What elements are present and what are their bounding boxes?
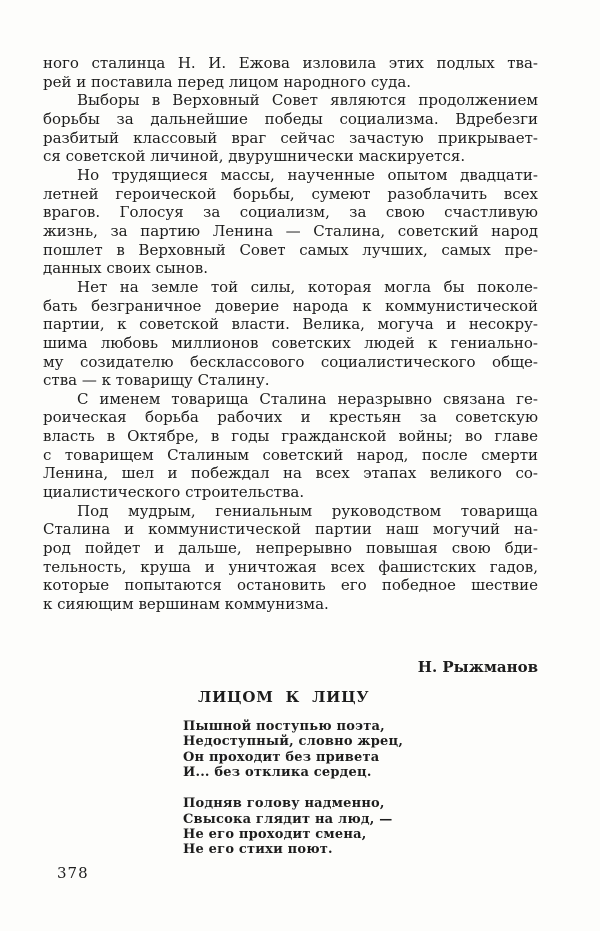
text-line: Но трудящиеся массы, наученные опытом двадцати- bbox=[77, 165, 538, 184]
text-line: с товарищем Сталиным советский народ, после смерти bbox=[43, 445, 538, 464]
text-line: му созидателю бесклассового социалистического обще- bbox=[43, 352, 538, 371]
poem-author: Н. Рыжманов bbox=[417, 658, 538, 676]
text-line: Сталина и коммунистической партии наш могучий на- bbox=[43, 520, 538, 539]
article-text bbox=[43, 54, 538, 614]
text-line: власть в Октябре, в годы гражданской войны; во главе bbox=[43, 427, 538, 446]
poem-body bbox=[183, 719, 403, 858]
text-line: Выборы в Верховный Совет являются продолжением bbox=[77, 91, 538, 110]
text-line: к сияющим вершинам коммунизма. bbox=[43, 595, 329, 614]
text-line: ного сталинца Н. И. Ежова изловила этих подлых тва- bbox=[43, 54, 538, 72]
text-line: циалистического строительства. bbox=[43, 483, 305, 502]
text-line: Ленина, шел и побеждал на всех этапах великого со- bbox=[43, 464, 538, 483]
text-line: род пойдет и дальше, непрерывно повышая свою бди- bbox=[43, 539, 538, 558]
text-line: тельность, круша и уничтожая всех фашистских гадов, bbox=[43, 557, 538, 576]
text-line: которые попытаются остановить его победное шествие bbox=[43, 576, 538, 595]
text-line: борьбы за дальнейшие победы социализма. Вдребезги bbox=[43, 109, 538, 128]
text-line: ства — к товарищу Сталину. bbox=[43, 371, 270, 390]
poem-line: Не его проходит смена, bbox=[183, 827, 367, 843]
text-line: партии, к советской власти. Велика, могуча и несокру- bbox=[43, 315, 538, 334]
poem-line: Свысока глядит на люд, — bbox=[183, 811, 393, 827]
poem-line: Он проходит без привета bbox=[183, 749, 380, 765]
text-line: летней героической борьбы, сумеют разоблачить всех bbox=[43, 184, 538, 203]
poem-line: Не его стихи поют. bbox=[183, 842, 333, 858]
poem-line: И... без отклика сердец. bbox=[183, 765, 372, 781]
text-line: ся советской личиной, двурушнически маскируется. bbox=[43, 147, 466, 166]
text-line: Под мудрым, гениальным руководством товарища bbox=[77, 501, 538, 520]
poem-title: ЛИЦОМ К ЛИЦУ bbox=[198, 688, 370, 706]
text-line: С именем товарища Сталина неразрывно связана ге- bbox=[77, 389, 538, 408]
text-line: жизнь, за партию Ленина — Сталина, советский народ bbox=[43, 221, 538, 240]
poem-line: Недоступный, словно жрец, bbox=[183, 734, 404, 750]
text-line: рей и поставила перед лицом народного суда. bbox=[43, 72, 412, 91]
text-line: шима любовь миллионов советских людей к гениально- bbox=[43, 333, 538, 352]
poem-line: Пышной поступью поэта, bbox=[183, 719, 385, 734]
text-line: роическая борьба рабочих и крестьян за советскую bbox=[43, 408, 538, 427]
text-line: разбитый классовый враг сейчас зачастую прикрывает- bbox=[43, 128, 538, 147]
text-line: Нет на земле той силы, которая могла бы поколе- bbox=[77, 277, 538, 296]
text-line: пошлет в Верховный Совет самых лучших, самых пре- bbox=[43, 240, 538, 259]
text-line: бать безграничное доверие народа к коммунистической bbox=[43, 296, 538, 315]
poem-line: Подняв голову надменно, bbox=[183, 796, 385, 812]
poem-stanza bbox=[183, 719, 403, 780]
page-number: 378 bbox=[57, 864, 89, 882]
text-line: данных своих сынов. bbox=[43, 259, 209, 278]
text-line: врагов. Голосуя за социализм, за свою счастливую bbox=[43, 203, 538, 222]
poem-stanza bbox=[183, 796, 403, 857]
